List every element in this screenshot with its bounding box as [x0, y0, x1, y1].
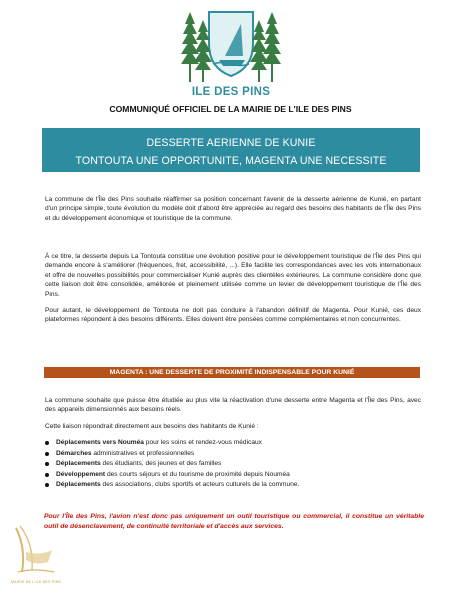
list-item-bold: Déplacements — [56, 481, 101, 489]
bullet-icon — [45, 462, 49, 466]
footer-text: MAIRIE DE L'ILE DES PINS — [10, 580, 62, 584]
official-heading: COMMUNIQUÉ OFFICIEL DE LA MAIRIE DE L'ILE DES PINS — [109, 104, 352, 114]
paragraph-4: La commune souhaite que puisse être étudiée au plus vite la réactivation d'une desserte entre Magenta et l'Île des Pins, avec des appareils dimensionnés aux besoins réels. — [45, 397, 421, 414]
list-item — [44, 438, 424, 449]
banner-line-2: TONTOUTA UNE OPPORTUNITE, MAGENTA UNE NECESSITE — [75, 155, 387, 167]
list-item-bold: Déplacements — [56, 460, 101, 468]
mairie-emblem-icon — [12, 522, 58, 582]
paragraph-5: Cette liaison répondrait directement aux besoins des habitants de Kunié : — [45, 423, 259, 430]
pine-canoe-emblem — [175, 6, 287, 86]
paragraph-1: La commune de l'Île des Pins souhaite réaffirmer sa position concernant l'avenir de la desserte aérienne de Kunié, en partant d'un principe simple, toute évolution du modèle doit d'abord être appréciée au regard des besoins des habitants de l'Île des Pins et du développement économique et touristique de la commune. — [45, 196, 421, 222]
list-item-text: pour les soins et rendez-vous médicaux — [143, 439, 262, 446]
ile-des-pins-logo — [175, 6, 287, 98]
closing-statement: Pour l'Île des Pins, l'avion n'est donc pas uniquement un outil touristique ou commercial, il constitue un véritable outil de désenclavement, de continuité territoriale et d'accès aux services. — [44, 513, 424, 530]
list-item — [44, 470, 424, 481]
logo-text: ILE DES PINS — [191, 86, 271, 98]
list-item — [44, 449, 424, 460]
list-item-bold: Déplacements vers Nouméa — [56, 439, 144, 446]
list-item-bold: Développement — [56, 470, 106, 478]
list-item-text: des étudiants, des jeunes et des familles — [100, 460, 222, 468]
bullet-icon — [45, 473, 49, 477]
list-item-text: administratives et professionnelles — [91, 449, 195, 457]
list-item — [44, 480, 424, 491]
bullet-icon — [45, 452, 49, 456]
list-item — [44, 459, 424, 470]
section-heading: MAGENTA : UNE DESSERTE DE PROXIMITÉ INDISPENSABLE POUR KUNIÉ — [44, 367, 420, 378]
needs-list — [44, 438, 424, 491]
paragraph-2: À ce titre, la desserte depuis La Tontouta constitue une évolution positive pour le développement touristique de l'Île des Pins qui demande encore à s'améliorer (fréquences, fret, accessibilité, ...). Elle facilite les correspondances avec les vols internationaux et offre de nouvelles possibilités pour commercialiser Kunié auprès des clientèles extérieures. La commune considère donc que cette liaison doit être consolidée, améliorée et pleinement utilisée comme un levier de développement touristique de l'Île des Pins. — [45, 253, 421, 298]
bullet-icon — [45, 483, 49, 487]
bullet-icon — [45, 441, 49, 445]
list-item-text: des associations, clubs sportifs et acteurs culturels de la commune. — [100, 481, 300, 489]
list-item-bold: Démarches — [56, 449, 92, 457]
banner-line-1: DESSERTE AERIENNE DE KUNIE — [146, 137, 316, 149]
list-item-text: des courts séjours et du tourisme de proximité depuis Nouméa — [105, 470, 290, 478]
title-banner — [42, 128, 420, 172]
mairie-watermark-logo — [12, 522, 58, 582]
paragraph-3: Pour autant, le développement de Tontouta ne doit pas conduire à l'abandon définitif de Magenta. Pour Kunié, ces deux plateformes répondent à des besoins différents. Elles doivent être pensées comme complémentaires et non concurrentes. — [45, 307, 421, 324]
